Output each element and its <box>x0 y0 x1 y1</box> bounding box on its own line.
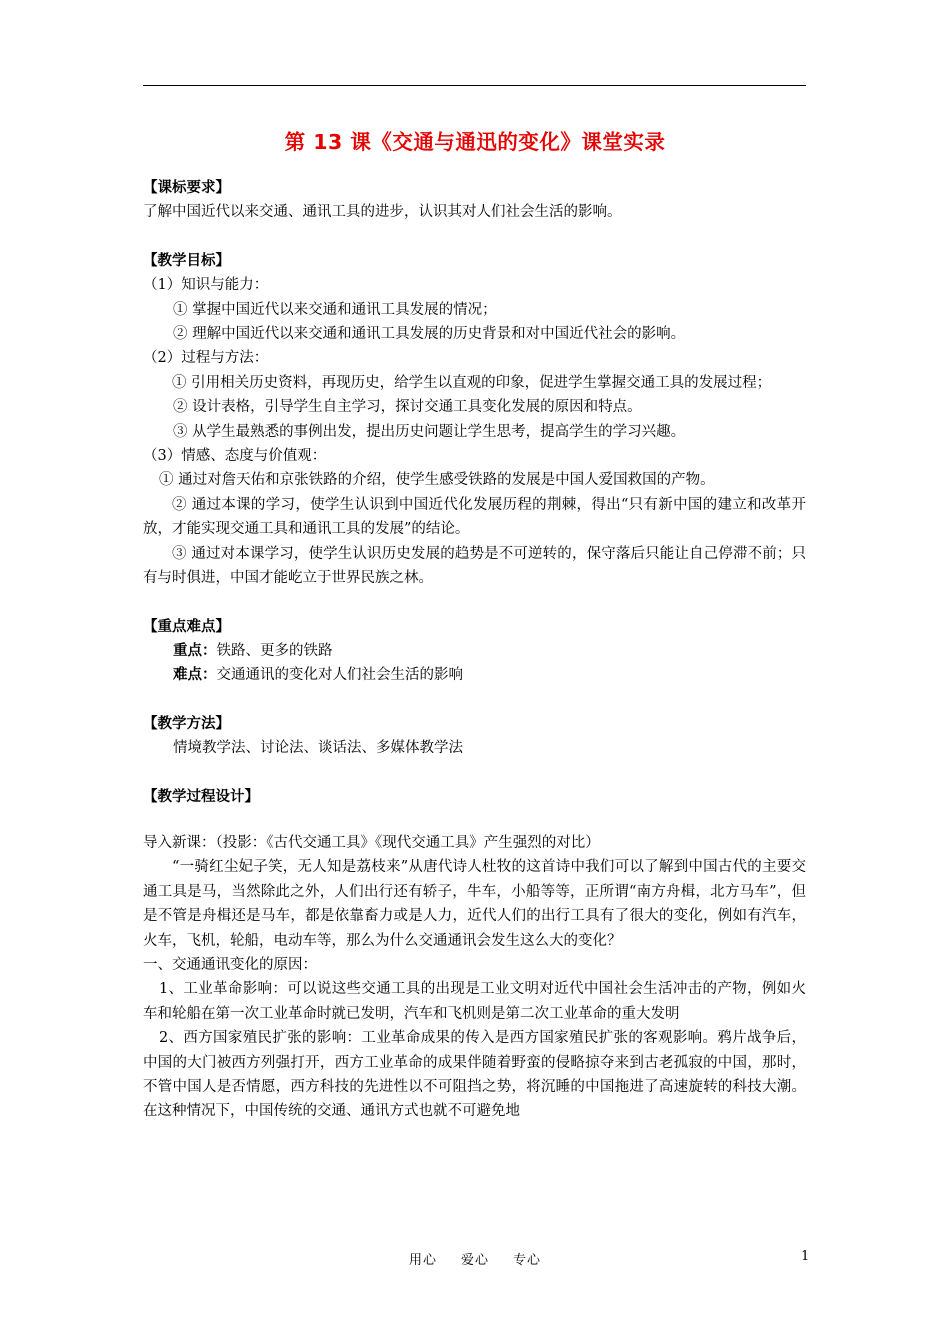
section-heading-methods: 【教学方法】 <box>143 715 230 732</box>
objective-group: （1）知识与能力： <box>143 277 269 294</box>
page-number: 1 <box>801 1249 810 1264</box>
paragraph: 2、西方国家殖民扩张的影响：工业革命成果的传入是西方国家殖民扩张的客观影响。鸦片战争后，中国的大门被西方列强打开，西方工业革命的成果伴随着野蛮的侵略掠夺来到古老孤寂的中国，那时，不管中国人是否情愿，西方科技的先进性以不可阻挡之势，将沉睡的中国拖进了高速旋转的科技大潮。在这种情况下，中国传统的交通、通讯方式也就不可避免地 <box>143 1030 806 1120</box>
paragraph: 1、工业革命影响：可以说这些交通工具的出现是工业文明对近代中国社会生活冲击的产物，例如火车和轮船在第一次工业革命时就已发明，汽车和飞机则是第二次工业革命的重大发明 <box>143 981 806 1022</box>
footer-word: 用心 <box>408 1253 437 1268</box>
objective-item: ② 通过本课的学习，使学生认识到中国近代化发展历程的荆棘，得出“只有新中国的建立和改革开放，才能实现交通工具和通讯工具的发展”的结论。 <box>143 496 806 538</box>
difficulty-line <box>143 663 806 687</box>
key-text: 铁路、更多的铁路 <box>216 642 333 659</box>
paragraph: 导入新课：（投影：《古代交通工具》《现代交通工具》产生强烈的对比） <box>143 834 600 851</box>
difficulty-text: 交通通讯的变化对人们社会生活的影响 <box>216 667 463 684</box>
paragraph: 了解中国近代以来交通、通讯工具的进步，认识其对人们社会生活的影响。 <box>143 204 622 221</box>
section-heading-curriculum: 【课标要求】 <box>143 180 230 196</box>
objective-item: ② 设计表格，引导学生自主学习，探讨交通工具变化发展的原因和特点。 <box>173 399 642 416</box>
document-body <box>143 176 806 1124</box>
objective-item: ① 掌握中国近代以来交通和通讯工具发展的情况； <box>173 301 497 318</box>
document-title: 第 13 课《交通与通迅的变化》课堂实录 <box>284 130 666 154</box>
difficulty-label: 难点： <box>173 667 217 684</box>
footer-word: 爱心 <box>460 1253 489 1268</box>
section-heading-objectives: 【教学目标】 <box>143 252 230 269</box>
section-heading-key-points: 【重点难点】 <box>143 618 230 635</box>
objective-group: （3）情感、态度与价值观： <box>143 448 327 465</box>
objective-item: ③ 通过对本课学习，使学生认识历史发展的趋势是不可逆转的，保守落后只能让自己停滞不前；只有与时俱进，中国才能屹立于世界民族之林。 <box>143 545 806 587</box>
footer-word: 专心 <box>513 1253 542 1268</box>
paragraph: 情境教学法、讨论法、谈话法、多媒体教学法 <box>173 740 463 757</box>
objective-item: ① 通过对詹天佑和京张铁路的介绍，使学生感受铁路的发展是中国人爱国救国的产物。 <box>159 472 715 489</box>
objective-group: （2）过程与方法： <box>143 350 269 367</box>
key-label: 重点： <box>173 642 217 659</box>
objective-item: ② 理解中国近代以来交通和通讯工具发展的历史背景和对中国近代社会的影响。 <box>173 326 686 343</box>
paragraph: “一骑红尘妃子笑，无人知是荔枝来”从唐代诗人杜牧的这首诗中我们可以了解到中国古代的主要交通工具是马，当然除此之外，人们出行还有轿子，牛车，小船等等，正所谓“南方舟楫，北方马车”，但是不管是舟楫还是马车，都是依靠畜力或是人力，近代人们的出行工具有了很大的变化，例如有汽车，火车，飞机，轮船，电动车等，那么为什么交通通讯会发生这么大的变化？ <box>143 859 806 949</box>
key-point-line <box>143 639 806 663</box>
objective-item: ① 引用相关历史资料，再现历史，给学生以直观的印象，促进学生掌握交通工具的发展过程； <box>172 374 772 391</box>
header-rule <box>143 85 806 86</box>
subheading: 一、交通通讯变化的原因： <box>143 956 317 973</box>
objective-item: ③ 从学生最熟悉的事例出发，提出历史问题让学生思考，提高学生的学习兴趣。 <box>173 423 686 440</box>
section-heading-process: 【教学过程设计】 <box>143 788 259 805</box>
